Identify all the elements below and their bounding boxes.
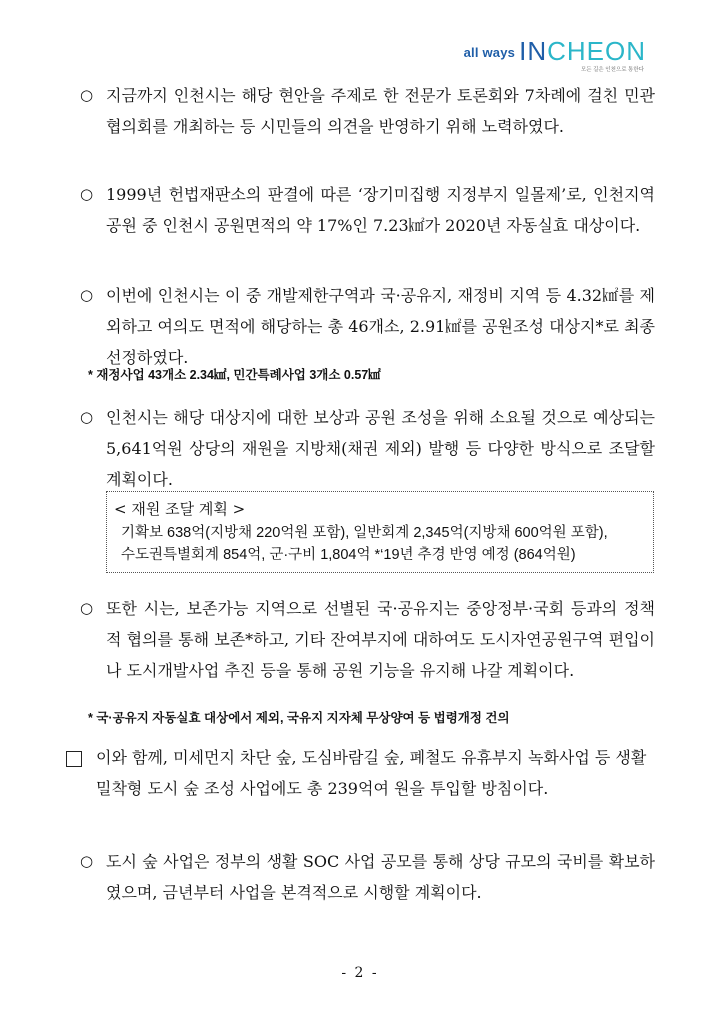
funding-plan-line: 기확보 638억(지방채 220억원 포함), 일반회계 2,345억(지방채 600억원 포함), [121,525,608,541]
incheon-logo [464,36,646,73]
footnote-legal-revision: * 국·공유지 자동실효 대상에서 제외, 국유지 지자체 무상양여 등 법령개정 건의 [88,711,510,725]
circle-bullet-icon: ○ [80,286,94,304]
funding-plan-box [106,491,654,573]
paragraph-forum: ○ 지금까지 인천시는 해당 현안을 주제로 한 전문가 토론회와 7차례에 걸친 민관협의회를 개최하는 등 시민들의 의견을 반영하기 위해 노력하였다. [80,80,655,142]
square-item-urban-forest: 이와 함께, 미세먼지 차단 숲, 도심바람길 숲, 폐철도 유휴부지 녹화사업 등 생활밀착형 도시 숲 조성 사업에도 총 239억여 원을 투입할 방침이다. [66,742,656,804]
logo-tagline: 모든 길은 인천으로 통한다 [580,67,644,73]
funding-plan-title: < 재원 조달 계획 > [114,500,246,518]
paragraph-funding: ○ 인천시는 해당 대상지에 대한 보상과 공원 조성을 위해 소요될 것으로 예상되는 5,641억원 상당의 재원을 지방채(채권 제외) 발행 등 다양한 방식으로 조달할 계획이다. [80,402,655,495]
page-number: - 2 - [341,965,379,981]
paragraph-site-selection: ○ 이번에 인천시는 이 중 개발제한구역과 국·공유지, 재정비 지역 등 4.32㎢를 제외하고 여의도 면적에 해당하는 총 46개소, 2.91㎢를 공원조성 대상지*로 최종 선정하였다. [80,280,655,373]
square-bullet-icon [66,751,82,767]
paragraph-preservation: ○ 또한 시는, 보존가능 지역으로 선별된 국·공유지는 중앙정부·국회 등과의 정책적 협의를 통해 보존*하고, 기타 잔여부지에 대하여도 도시자연공원구역 편입이나 도시개발사업 추진 등을 통해 공원 기능을 유지해 나갈 계획이다. [80,593,655,686]
logo-wordmark: all ways INCHEON [463,36,646,66]
footnote-fiscal-projects: * 재정사업 43개소 2.34㎢, 민간특례사업 3개소 0.57㎢ [88,368,381,382]
circle-bullet-icon: ○ [80,86,94,104]
circle-bullet-icon: ○ [80,185,94,203]
circle-bullet-icon: ○ [80,852,94,870]
paragraph-sunset-law: ○ 1999년 헌법재판소의 판결에 따른 ‘장기미집행 지정부지 일몰제’로, 인천지역 공원 중 인천시 공원면적의 약 17%인 7.23㎢가 2020년 자동실효 대상이다. [80,179,655,241]
paragraph-soc-project: ○ 도시 숲 사업은 정부의 생활 SOC 사업 공모를 통해 상당 규모의 국비를 확보하였으며, 금년부터 사업을 본격적으로 시행할 계획이다. [80,846,655,908]
funding-plan-line: 수도권특별회계 854억, 군·구비 1,804억 *‘19년 추경 반영 예정 (864억원) [121,547,576,563]
circle-bullet-icon: ○ [80,599,94,617]
circle-bullet-icon: ○ [80,408,94,426]
